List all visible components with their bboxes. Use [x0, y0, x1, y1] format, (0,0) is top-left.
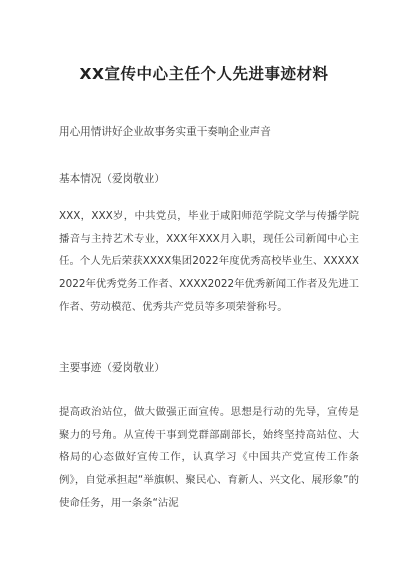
paragraph-main-deeds: 提高政治站位，做大做强正面宣传。思想是行动的先导，宣传是聚力的号角。从宣传干事到党群部副部长，始终坚持高站位、大格局的心态做好宣传工作，认真学习《中国共产党宣传工作条例》，自觉承担起“举旗帜、聚民心、育新人、兴文化、展形象”的使命任务，用一条条“沾泥 — [59, 406, 359, 509]
section-heading-main-deeds: 主要事迹（爱岗敬业） — [59, 362, 165, 374]
document-subtitle: 用心用情讲好企业故事务实重干奏响企业声音 — [59, 126, 271, 138]
section-heading-basic-info: 基本情况（爱岗敬业） — [59, 173, 165, 185]
document-title: XX宣传中心主任个人先进事迹材料 — [79, 65, 329, 83]
paragraph-basic-info: XXX，XXX岁，中共党员，毕业于咸阳师范学院文学与传播学院播音与主持艺术专业，XXX年XXX月入职，现任公司新闻中心主任。个人先后荣获XXXX集团2022年度优秀高校毕业生、XXXXX2022年优秀党务工作者、XXXX2022年优秀新闻工作者及先进工作者、劳动模范、优秀共产党员等多项荣誉称号。 — [59, 210, 359, 313]
